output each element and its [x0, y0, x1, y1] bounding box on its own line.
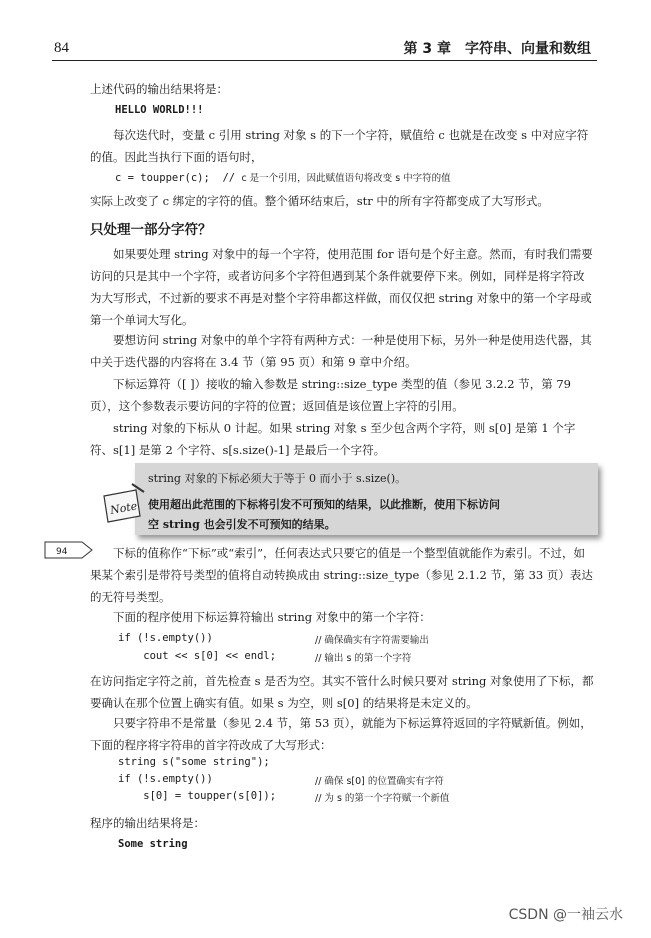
- paragraph: 每次迭代时，变量 c 引用 string 对象 s 的下一个字符，赋值给 c 也就是在改变 s 中对应字符的值。因此当执行下面的语句时，: [90, 128, 589, 164]
- note-pencil-icon: [98, 482, 146, 528]
- page-number: 84: [54, 40, 69, 56]
- paragraph: 下面的程序使用下标运算符输出 string 对象中的第一个字符：: [113, 610, 431, 624]
- note-icon-label: Note: [109, 499, 139, 517]
- code-line: cout << s[0] << endl;: [118, 650, 277, 662]
- chapter-title: 第 3 章 字符串、向量和数组: [403, 41, 591, 57]
- watermark: CSDN @一袖云水: [508, 907, 623, 923]
- code-comment: // 为 s 的第一个字符赋一个新值: [315, 793, 450, 804]
- code-comment: // 输出 s 的第一个字符: [315, 653, 412, 664]
- code-line: string s("some string");: [118, 756, 270, 768]
- note-line: 空 string 也会引发不可预知的结果。: [148, 518, 336, 531]
- paragraph: 程序的输出结果将是：: [90, 816, 205, 830]
- output-text: Some string: [118, 838, 188, 850]
- paragraph: 实际上改变了 c 绑定的字符的值。整个循环结束后，str 中的所有字符都变成了大写形式。: [90, 194, 549, 208]
- code-line: [115, 170, 451, 184]
- paragraph: 如果要处理 string 对象中的每一个字符，使用范围 for 语句是个好主意。然而，有时我们需要访问的只是其中一个字符，或者访问多个字符但遇到某个条件就要停下来。例如，同样是将字符改为大写形式，不过新的要求不再是对整个字符串都这样做，而仅仅把 string 对象中的第一个字母或第一个单词大写化。: [90, 247, 593, 327]
- paragraph: 要想访问 string 对象中的单个字符有两种方式：一种是使用下标，另外一种是使用迭代器，其中关于迭代器的内容将在 3.4 节（第 95 页）和第 9 章中介绍。: [90, 333, 592, 369]
- margin-page-number: 94: [56, 547, 68, 557]
- code-comment: c 是一个引用，因此赋值语句将改变 s 中字符的值: [241, 173, 451, 184]
- code-line: if (!s.empty()): [118, 632, 213, 644]
- code-comment: // 确保 s[0] 的位置确实有字符: [315, 776, 444, 787]
- margin-page-ref: [44, 541, 94, 559]
- note-line: 使用超出此范围的下标将引发不可预知的结果，以此推断，使用下标访问: [148, 498, 500, 511]
- section-heading: 只处理一部分字符？: [90, 222, 212, 238]
- header-rule: [52, 60, 597, 61]
- note-line: string 对象的下标必须大于等于 0 而小于 s.size()。: [148, 472, 407, 485]
- paragraph: 下标的值称作“下标”或“索引”，任何表达式只要它的值是一个整型值就能作为索引。不过，如果某个索引是带符号类型的值将自动转换成由 string::size_type（参见 2.1.2 节，第 33 页）表达的无符号类型。: [90, 546, 593, 604]
- paragraph: 上述代码的输出结果将是：: [90, 82, 228, 96]
- paragraph: 下标运算符（[ ]）接收的输入参数是 string::size_type 类型的值（参见 3.2.2 节，第 79 页），这个参数表示要访问的字符的位置；返回值是该位置上字符的引用。: [90, 377, 571, 413]
- output-text: HELLO WORLD!!!: [115, 104, 204, 116]
- paragraph: string 对象的下标从 0 计起。如果 string 对象 s 至少包含两个字符，则 s[0] 是第 1 个字符、s[1] 是第 2 个字符、s[s.size()-1] 是最后一个字符。: [90, 421, 576, 457]
- code-comment: // 确保确实有字符需要输出: [315, 635, 429, 646]
- paragraph: 在访问指定字符之前，首先检查 s 是否为空。其实不管什么时候只要对 string 对象使用了下标，都要确认在那个位置上确实有值。如果 s 为空，则 s[0] 的结果将是未定义的。: [90, 674, 594, 710]
- code-text: c = toupper(c); //: [115, 172, 242, 184]
- code-line: s[0] = toupper(s[0]);: [118, 790, 277, 802]
- code-line: if (!s.empty()): [118, 773, 213, 785]
- paragraph: 只要字符串不是常量（参见 2.4 节，第 53 页），就能为下标运算符返回的字符赋新值。例如，下面的程序将字符串的首字符改成了大写形式：: [90, 716, 592, 752]
